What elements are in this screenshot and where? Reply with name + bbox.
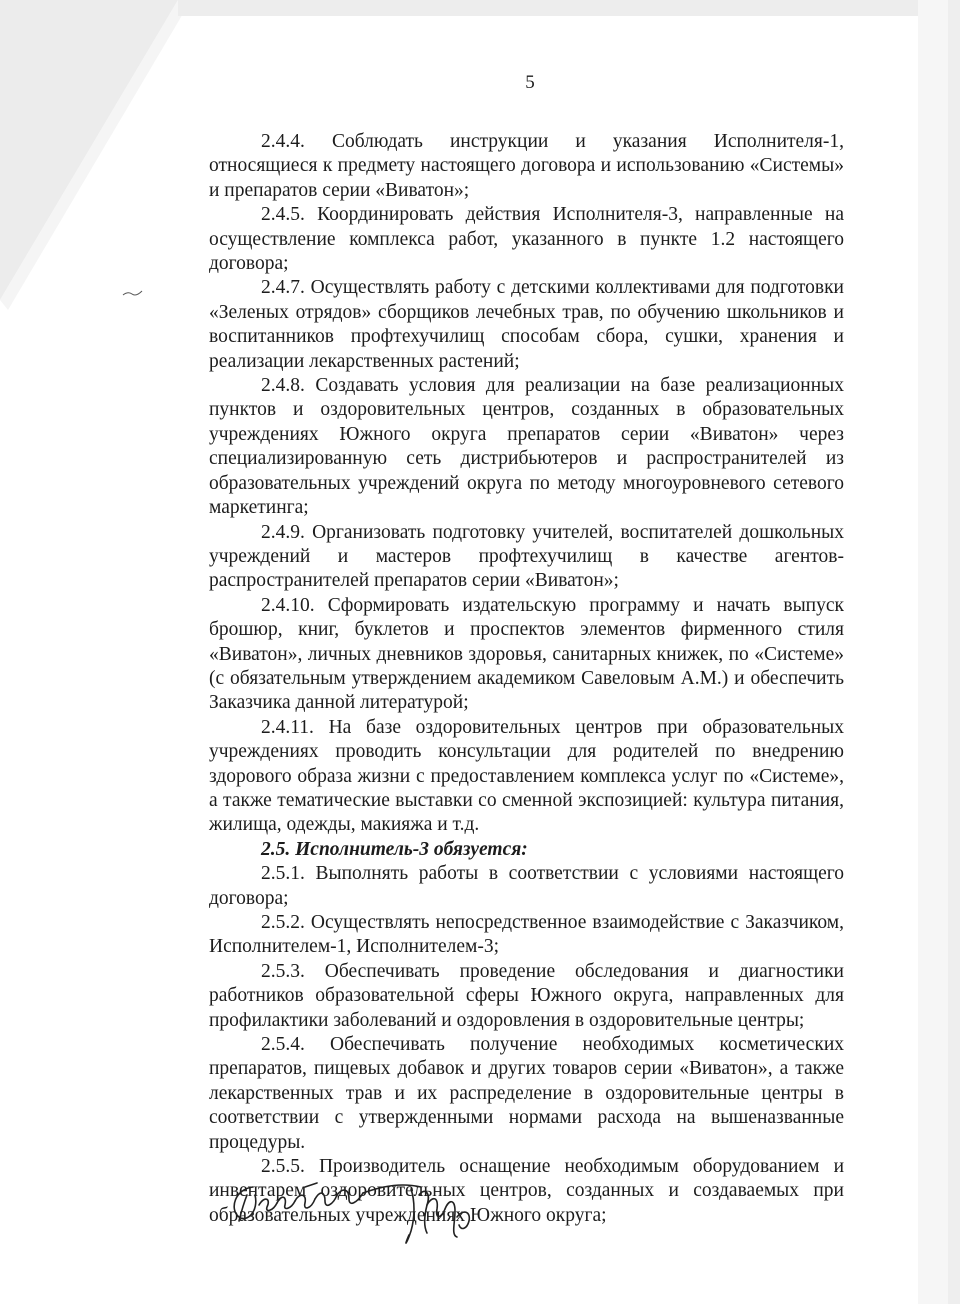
clause-paragraph: 2.4.4. Соблюдать инструкции и указания Исполнителя-1, относящиеся к предмету настоящего договора и использованию «Системы» и препаратов серии «Виватон»;: [209, 131, 844, 201]
clause-paragraph: 2.5.5. Производитель оснащение необходимым оборудованием и инвентарем оздоровительных центров, созданных и создаваемых при образовательных учреждениях Южного округа;: [209, 1156, 844, 1226]
clause-paragraph: 2.5.4. Обеспечивать получение необходимых косметических препаратов, пищевых добавок и других товаров серии «Виватон», а также лекарственных трав и их распределение в оздоровительные центры в соответствии с утвержденными нормами расхода на вышеназванные процедуры.: [209, 1034, 844, 1153]
page-number: 5: [525, 72, 535, 93]
clause-paragraph: 2.4.9. Организовать подготовку учителей, воспитателей дошкольных учреждений и мастеров профтехучилищ в качестве агентов-распространителей препаратов серии «Виватон»;: [209, 521, 844, 592]
pen-mark: [122, 288, 146, 298]
section-heading: 2.5. Исполнитель-3 обязуется:: [261, 838, 528, 860]
clause-paragraph: 2.5.3. Обеспечивать проведение обследования и диагностики работников образовательной сферы Южного округа, направленных для профилактики заболеваний и оздоровления в оздоровительные центры;: [209, 960, 844, 1031]
handwritten-signatures: [225, 1165, 495, 1275]
clause-paragraph: 2.4.7. Осуществлять работу с детскими коллективами для подготовки «Зеленых отрядов» сборщиков лечебных трав, по обучению школьников и воспитанников профтехучилищ способам сбора, сушки, хранения и реализации лекарственных растений;: [209, 277, 844, 372]
clause-paragraph: 2.5.1. Выполнять работы в соответствии с условиями настоящего договора;: [209, 863, 844, 909]
document-body: [209, 130, 844, 1228]
clause-paragraph: 2.4.10. Сформировать издательскую программу и начать выпуск брошюр, книг, буклетов и проспектов элементов фирменного стиля «Виватон», личных дневников здоровья, санитарных книжек, по «Системе» (с обязательным утверждением академиком Савеловым А.М.) и обеспечить Заказчика данной литературой;: [209, 594, 844, 714]
clause-paragraph: 2.5.2. Осуществлять непосредственное взаимодействие с Заказчиком, Исполнителем-1, Исполнителем-3;: [209, 912, 844, 958]
clause-paragraph: 2.4.5. Координировать действия Исполнителя-3, направленные на осуществление комплекса работ, указанного в пункте 1.2 настоящего договора;: [209, 204, 844, 275]
clause-paragraph: 2.4.11. На базе оздоровительных центров при образовательных учреждениях проводить консультации для родителей по внедрению здорового образа жизни с предоставлением комплекса услуг по «Системе», а также тематические выставки со сменной экспозицией: культура питания, жилища, одежды, макияжа и т.д.: [209, 716, 844, 836]
clause-paragraph: 2.4.8. Создавать условия для реализации на базе реализационных пунктов и оздоровительных центров, созданных в образовательных учреждениях Южного округа препаратов серии «Виватон» через специализированную сеть дистрибьютеров и распространителей из образовательных учреждений округа по методу многоуровневого сетевого маркетинга;: [209, 375, 844, 519]
